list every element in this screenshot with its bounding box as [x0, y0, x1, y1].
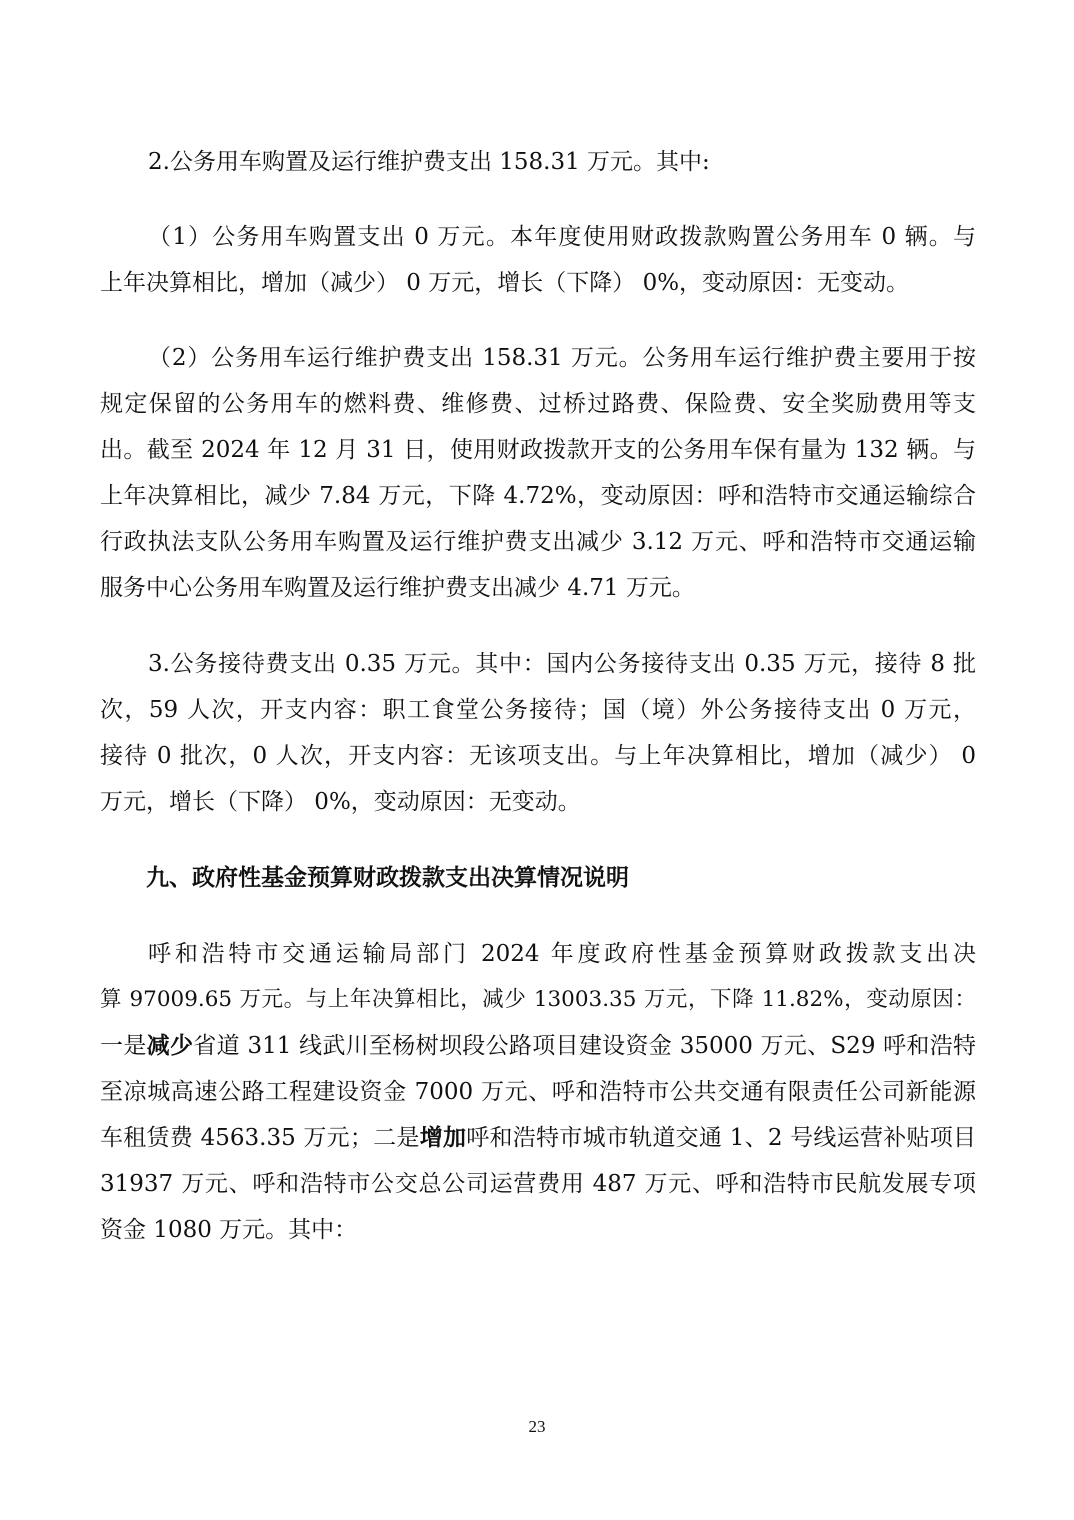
- text-segment: 省道 311 线武川至杨树坝段公路项目建设资金 35000 万元、S29 呼和浩特: [193, 1033, 977, 1059]
- text-segment: 车租赁费 4563.35 万元；二是: [100, 1125, 420, 1151]
- paragraph-line: 行政执法支队公务用车购置及运行维护费支出减少 3.12 万元、呼和浩特市交通运输: [100, 529, 976, 555]
- emphasis-text: 增加: [419, 1125, 467, 1151]
- paragraph-line: [100, 1120, 976, 1156]
- paragraph-line: 万元，增长（下降） 0%，变动原因：无变动。: [100, 789, 581, 815]
- section-heading: 九、政府性基金预算财政拨款支出决算情况说明: [146, 865, 629, 891]
- paragraph-line: 资金 1080 万元。其中：: [100, 1217, 358, 1243]
- page-number: 23: [528, 1417, 546, 1436]
- paragraph-line: 31937 万元、呼和浩特市公交总公司运营费用 487 万元、呼和浩特市民航发展专项: [100, 1171, 976, 1197]
- section-2-title: 2.公务用车购置及运行维护费支出 158.31 万元。其中:: [148, 149, 710, 175]
- text-segment: 呼和浩特市城市轨道交通 1、2 号线运营补贴项目: [466, 1125, 977, 1151]
- paragraph-line: （2）公务用车运行维护费支出 158.31 万元。公务用车运行维护费主要用于按: [148, 345, 976, 371]
- paragraph-line: （1）公务用车购置支出 0 万元。本年度使用财政拨款购置公务用车 0 辆。与: [148, 224, 976, 250]
- paragraph-line: [100, 1028, 976, 1064]
- paragraph-line: 算 97009.65 万元。与上年决算相比，减少 13003.35 万元，下降 11.82%，变动原因：: [100, 987, 976, 1012]
- paragraph-line: 上年决算相比，减少 7.84 万元，下降 4.72%，变动原因：呼和浩特市交通运输综合: [100, 483, 976, 509]
- paragraph-line: 呼和浩特市交通运输局部门 2024 年度政府性基金预算财政拨款支出决: [148, 941, 976, 967]
- paragraph-line: 接待 0 批次，0 人次，开支内容：无该项支出。与上年决算相比，增加（减少） 0: [100, 743, 976, 769]
- paragraph-line: 出。截至 2024 年 12 月 31 日，使用财政拨款开支的公务用车保有量为 132 辆。与: [100, 437, 976, 463]
- emphasis-text: 减少: [146, 1033, 194, 1059]
- paragraph-line: 规定保留的公务用车的燃料费、维修费、过桥过路费、保险费、安全奖励费用等支: [100, 391, 976, 417]
- paragraph-line: 次，59 人次，开支内容：职工食堂公务接待；国（境）外公务接待支出 0 万元，: [100, 697, 976, 723]
- paragraph-line: 3.公务接待费支出 0.35 万元。其中：国内公务接待支出 0.35 万元，接待 8 批: [148, 651, 976, 677]
- text-segment: 一是: [100, 1033, 147, 1059]
- paragraph-line: 服务中心公务用车购置及运行维护费支出减少 4.71 万元。: [100, 575, 695, 601]
- paragraph-line: 上年决算相比，增加（减少） 0 万元，增长（下降） 0%，变动原因：无变动。: [100, 270, 910, 296]
- paragraph-line: 至凉城高速公路工程建设资金 7000 万元、呼和浩特市公共交通有限责任公司新能源: [100, 1079, 976, 1105]
